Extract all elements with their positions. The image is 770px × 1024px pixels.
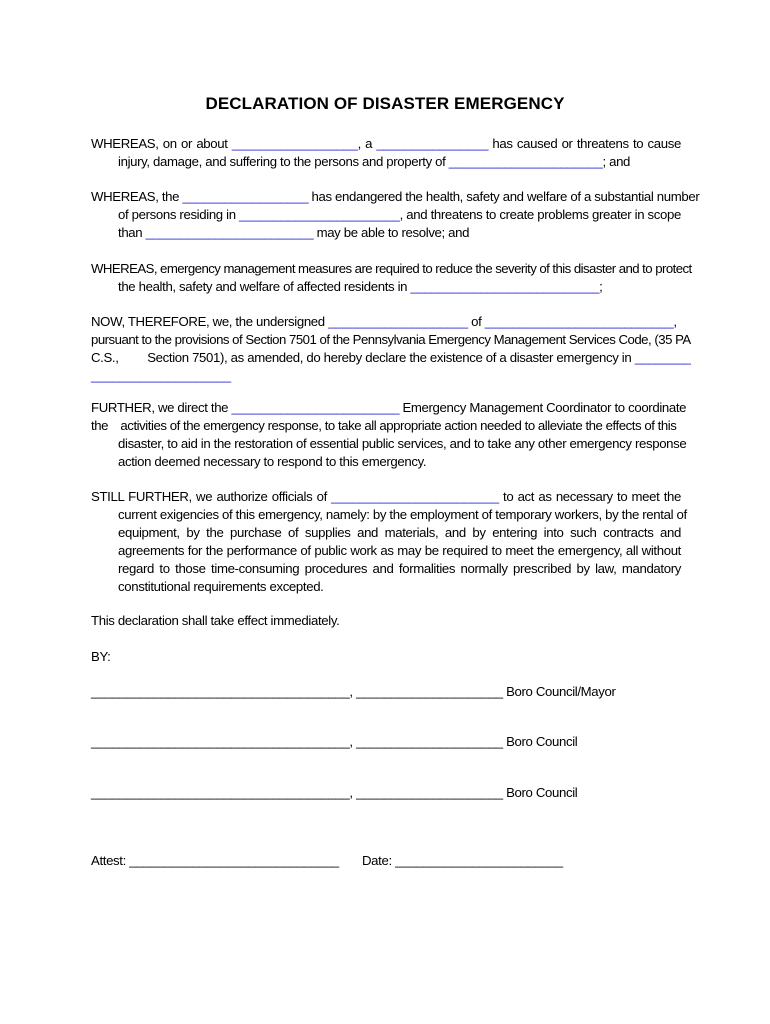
text: the	[91, 418, 108, 433]
place-blank[interactable]: _______________________	[239, 207, 400, 222]
further-line-3: disaster, to aid in the restoration of essential public services, and to take any other emergency response	[118, 436, 687, 451]
text: agreements for the	[118, 543, 223, 558]
text: WHEREAS, on or about	[91, 136, 228, 151]
text: NOW, THEREFORE, we, the undersigned	[91, 314, 325, 329]
officials-blank[interactable]: ____________________	[328, 314, 468, 329]
text: FURTHER, we direct the	[91, 400, 229, 415]
further-line-4: action deemed necessary to respond to this emergency.	[118, 454, 427, 469]
still-further-line-4	[91, 542, 681, 560]
text: , and threatens to create problems greater in scope	[399, 207, 681, 222]
signature-line[interactable]: _____________________________________,	[91, 785, 353, 800]
signature-date-line[interactable]: _____________________	[356, 684, 503, 699]
date-line[interactable]: ________________________	[395, 853, 563, 868]
effect-statement: This declaration shall take effect immediately.	[91, 613, 340, 628]
still-further-line-5: regard to those time-consuming procedures and formalities normally prescribed by law, mandatory	[118, 561, 681, 576]
place-blank[interactable]: ___________________________	[484, 314, 674, 329]
text: of persons residing in	[118, 207, 236, 222]
attest-row	[91, 853, 339, 868]
text: exigencies of this emergency, namely: by the employment of temporary workers, by the rental of	[159, 507, 687, 522]
place-blank[interactable]: ___________________________	[410, 279, 600, 294]
date-label: Date:	[362, 853, 392, 868]
signature-row-1	[91, 684, 616, 699]
text: ;	[599, 279, 603, 294]
coordinator-name-blank[interactable]: ________________________	[231, 400, 400, 415]
whereas-1-line-1	[91, 135, 681, 153]
whereas-paragraph-2	[91, 188, 700, 242]
place-blank[interactable]: ______________________	[448, 154, 603, 169]
entity-blank[interactable]: ________________________	[145, 225, 314, 240]
text: Section 7501), as amended, do hereby declare the existence of a disaster emergency in	[147, 350, 632, 365]
text: , a	[357, 136, 373, 151]
text: Emergency Management Coordinator to coordinate	[402, 400, 687, 415]
whereas-3-line-1: WHEREAS, emergency management measures are required to reduce the severity of this disaster and to protect	[91, 261, 692, 276]
still-further-line-1	[91, 488, 681, 506]
text: may be able to resolve; and	[316, 225, 470, 240]
further-line-2	[91, 417, 681, 435]
place-blank-2[interactable]: ________	[634, 350, 691, 365]
attest-line[interactable]: ______________________________	[129, 853, 339, 868]
attest-label: Attest:	[91, 853, 126, 868]
signature-row-3	[91, 785, 577, 800]
still-further-paragraph	[91, 488, 687, 596]
whereas-2-line-2	[91, 206, 681, 224]
whereas-2-line-1	[91, 188, 700, 206]
text: ,	[673, 314, 677, 329]
text: ; and	[602, 154, 631, 169]
whereas-3-line-2	[91, 278, 681, 296]
text: of	[471, 314, 482, 329]
signature-date-line[interactable]: _____________________	[356, 734, 503, 749]
signature-line[interactable]: _____________________________________,	[91, 684, 353, 699]
now-therefore-line-3	[91, 349, 691, 367]
further-line-1	[91, 399, 687, 417]
text: WHEREAS, the	[91, 189, 180, 204]
whereas-1-line-2	[91, 153, 681, 171]
signature-role: Boro Council	[506, 785, 578, 800]
place-blank-continued[interactable]: ____________________	[91, 368, 231, 383]
further-paragraph	[91, 399, 687, 471]
text: by the purchase of supplies and materials, and by entering into such contracts and	[186, 525, 681, 540]
text: has endangered the health, safety and welfare of a substantial number	[311, 189, 700, 204]
now-therefore-line-1	[91, 313, 681, 331]
text: than	[118, 225, 143, 240]
still-further-line-3	[91, 524, 681, 542]
still-further-line-2	[91, 506, 687, 524]
signature-date-line[interactable]: _____________________	[356, 785, 503, 800]
text: injury, damage, and suffering to the persons and property of	[118, 154, 446, 169]
text: activities of the emergency response, to take all appropriate action needed to alleviate the effects of this	[120, 418, 677, 433]
signature-row-2	[91, 734, 577, 749]
now-therefore-paragraph	[91, 313, 691, 385]
whereas-2-line-3	[91, 224, 681, 242]
date-blank[interactable]: __________________	[231, 136, 358, 151]
signature-line[interactable]: _____________________________________,	[91, 734, 353, 749]
text: equipment,	[118, 525, 180, 540]
text: STILL FURTHER, we authorize officials of	[91, 489, 327, 504]
still-further-line-6: constitutional requirements excepted.	[118, 579, 324, 594]
now-therefore-line-4	[91, 367, 681, 385]
by-label: BY:	[91, 649, 111, 664]
whereas-paragraph-3	[91, 260, 692, 296]
place-blank[interactable]: ________________________	[331, 489, 499, 504]
page-title: DECLARATION OF DISASTER EMERGENCY	[205, 94, 565, 113]
disaster-blank[interactable]: __________________	[182, 189, 309, 204]
text: to act as necessary to meet the	[503, 489, 681, 504]
text: the health, safety and welfare of affected residents in	[118, 279, 408, 294]
whereas-paragraph-1	[91, 135, 681, 171]
text: current	[118, 507, 157, 522]
text: has caused or threatens to cause	[492, 136, 681, 151]
disaster-blank[interactable]: ________________	[376, 136, 489, 151]
text: C.S.,	[91, 350, 119, 365]
signature-role: Boro Council/Mayor	[506, 684, 616, 699]
signature-role: Boro Council	[506, 734, 578, 749]
now-therefore-line-2: pursuant to the provisions of Section 7501 of the Pennsylvania Emergency Management Services Code, (35 PA	[91, 332, 691, 347]
text: performance of public work as may be required to meet the emergency, all without	[226, 543, 681, 558]
date-row	[362, 853, 563, 868]
